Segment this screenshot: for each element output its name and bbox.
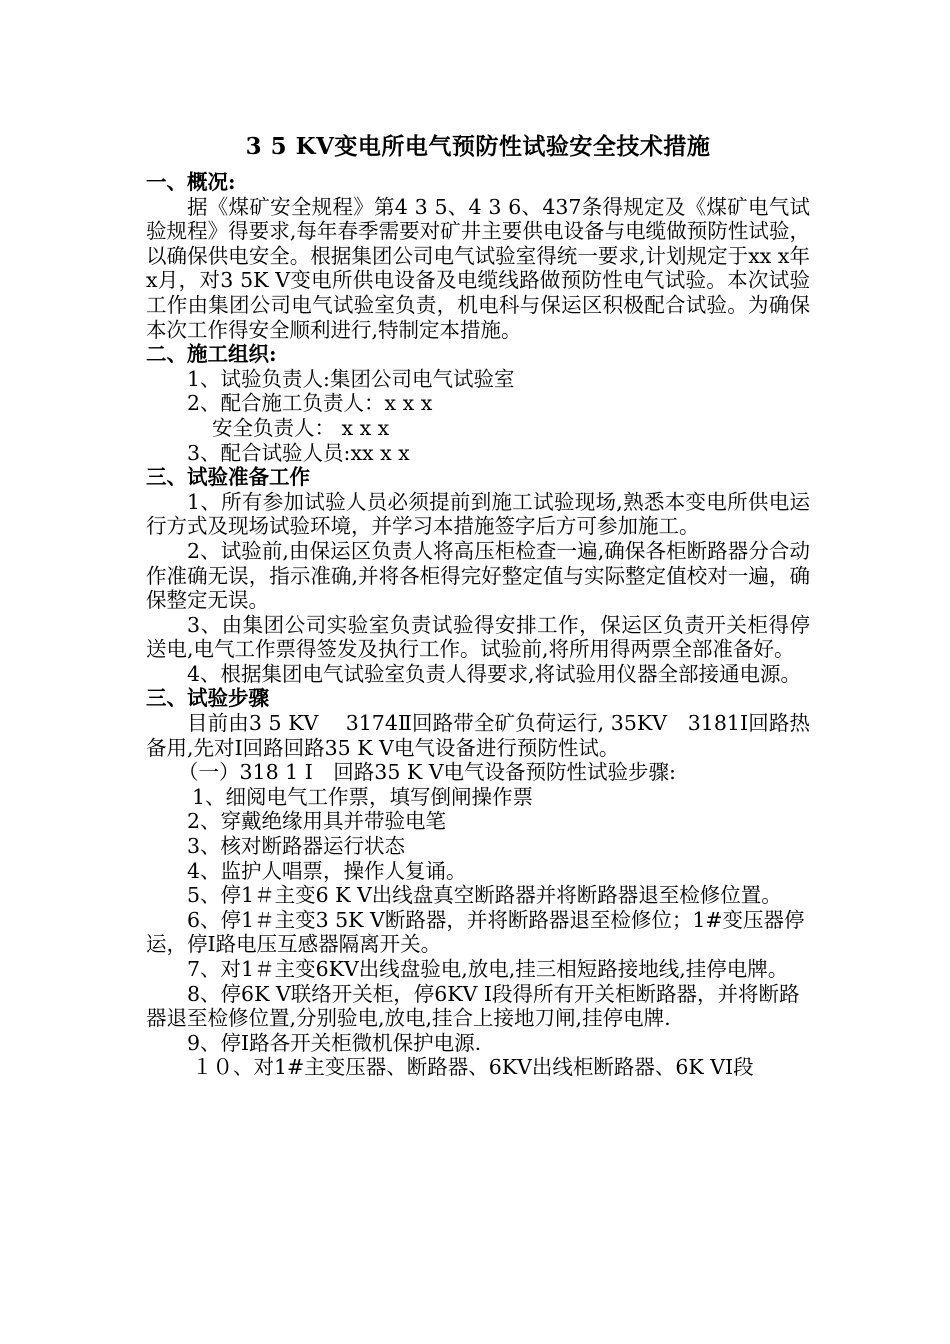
section-heading-steps: 三、试验步骤 [146, 686, 269, 711]
section-heading-overview: 一、概况: [146, 170, 236, 194]
step-item: 8、停6K V联络开关柜，停6KV Ⅰ段得所有开关柜断路器，并将断路器退至检修位置,分别验电,放电,挂合上接地刀闸,挂停电牌. [146, 981, 800, 1031]
step-item: 4、监护人唱票，操作人复诵。 [187, 858, 467, 883]
org-item-3: 3、配合试验人员:xx x x [187, 440, 410, 465]
section-heading-organization: 二、施工组织: [146, 342, 277, 367]
steps-intro-paragraph: 目前由3 5 KV 3174Ⅱ回路带全矿负荷运行, 35KV 3181Ⅰ回路热备用,先对Ⅰ回路回路35 K V电气设备进行预防性试。 [146, 711, 810, 760]
org-item-2: 2、配合施工负责人：x x x [187, 391, 433, 416]
org-item-1: 1、试验负责人:集团公司电气试验室 [187, 366, 515, 391]
document-title: 3 5 KV变电所电气预防性试验安全技术措施 [245, 133, 711, 160]
step-item: 3、核对断路器运行状态 [187, 834, 406, 859]
step-item: 5、停1＃主变6 K V出线盘真空断路器并将断路器退至检修位置。 [187, 883, 782, 908]
prep-paragraph-2: 2、试验前,由保运区负责人将高压柜检查一遍,确保各柜断路器分合动作准确无误，指示准确,并将各柜得完好整定值与实际整定值校对一遍，确保整定无误。 [146, 538, 810, 613]
prep-paragraph-1: 1、所有参加试验人员必须提前到施工试验现场,熟悉本变电所供电运行方式及现场试验环境，并学习本措施签字后方可参加施工。 [146, 489, 810, 539]
step-item: 7、对1＃主变6KV出线盘验电,放电,挂三相短路接地线,挂停电牌。 [187, 957, 789, 981]
prep-paragraph-4: 4、根据集团电气试验室负责人得要求,将试验用仪器全部接通电源。 [187, 661, 802, 686]
prep-paragraph-3: 3、由集团公司实验室负责试验得安排工作，保运区负责开关柜得停送电,电气工作票得签发及执行工作。试验前,将所用得两票全部准备好。 [146, 612, 810, 662]
step-item: １０、对1#主变压器、断路器、6KV出线柜断路器、6K VⅠ段 [192, 1055, 754, 1080]
step-item: 1、细阅电气工作票，填写倒闸操作票 [192, 784, 534, 809]
steps-subheading: （一）318 1 Ⅰ 回路35 K V电气设备预防性试验步骤: [178, 760, 676, 785]
step-item: 2、穿戴绝缘用具并带验电笔 [187, 809, 447, 834]
step-item: 9、停Ⅰ路各开关柜微机保护电源. [187, 1030, 482, 1055]
step-item: 6、停1＃主变3 5K V断路器，并将断路器退至检修位；1#变压器停运，停Ⅰ路电压互感器隔离开关。 [146, 907, 805, 957]
section-heading-preparation: 三、试验准备工作 [146, 465, 310, 490]
org-item-2b: 安全负责人： x x x [212, 415, 390, 440]
paragraph-overview: 据《煤矿安全规程》第4 3 5、4 3 6、437条得规定及《煤矿电气试验规程》得要求,每年春季需要对矿井主要供电设备与电缆做预防性试验，以确保供电安全。根据集团公司电气试验室得统一要求,计划规定于xx x年x月，对3 5K V变电所供电设备及电缆线路做预防性电气试验。本次试验工作由集团公司电气试验室负责，机电科与保运区积极配合试验。为确保本次工作得安全顺利进行,特制定本措施。 [146, 194, 810, 342]
